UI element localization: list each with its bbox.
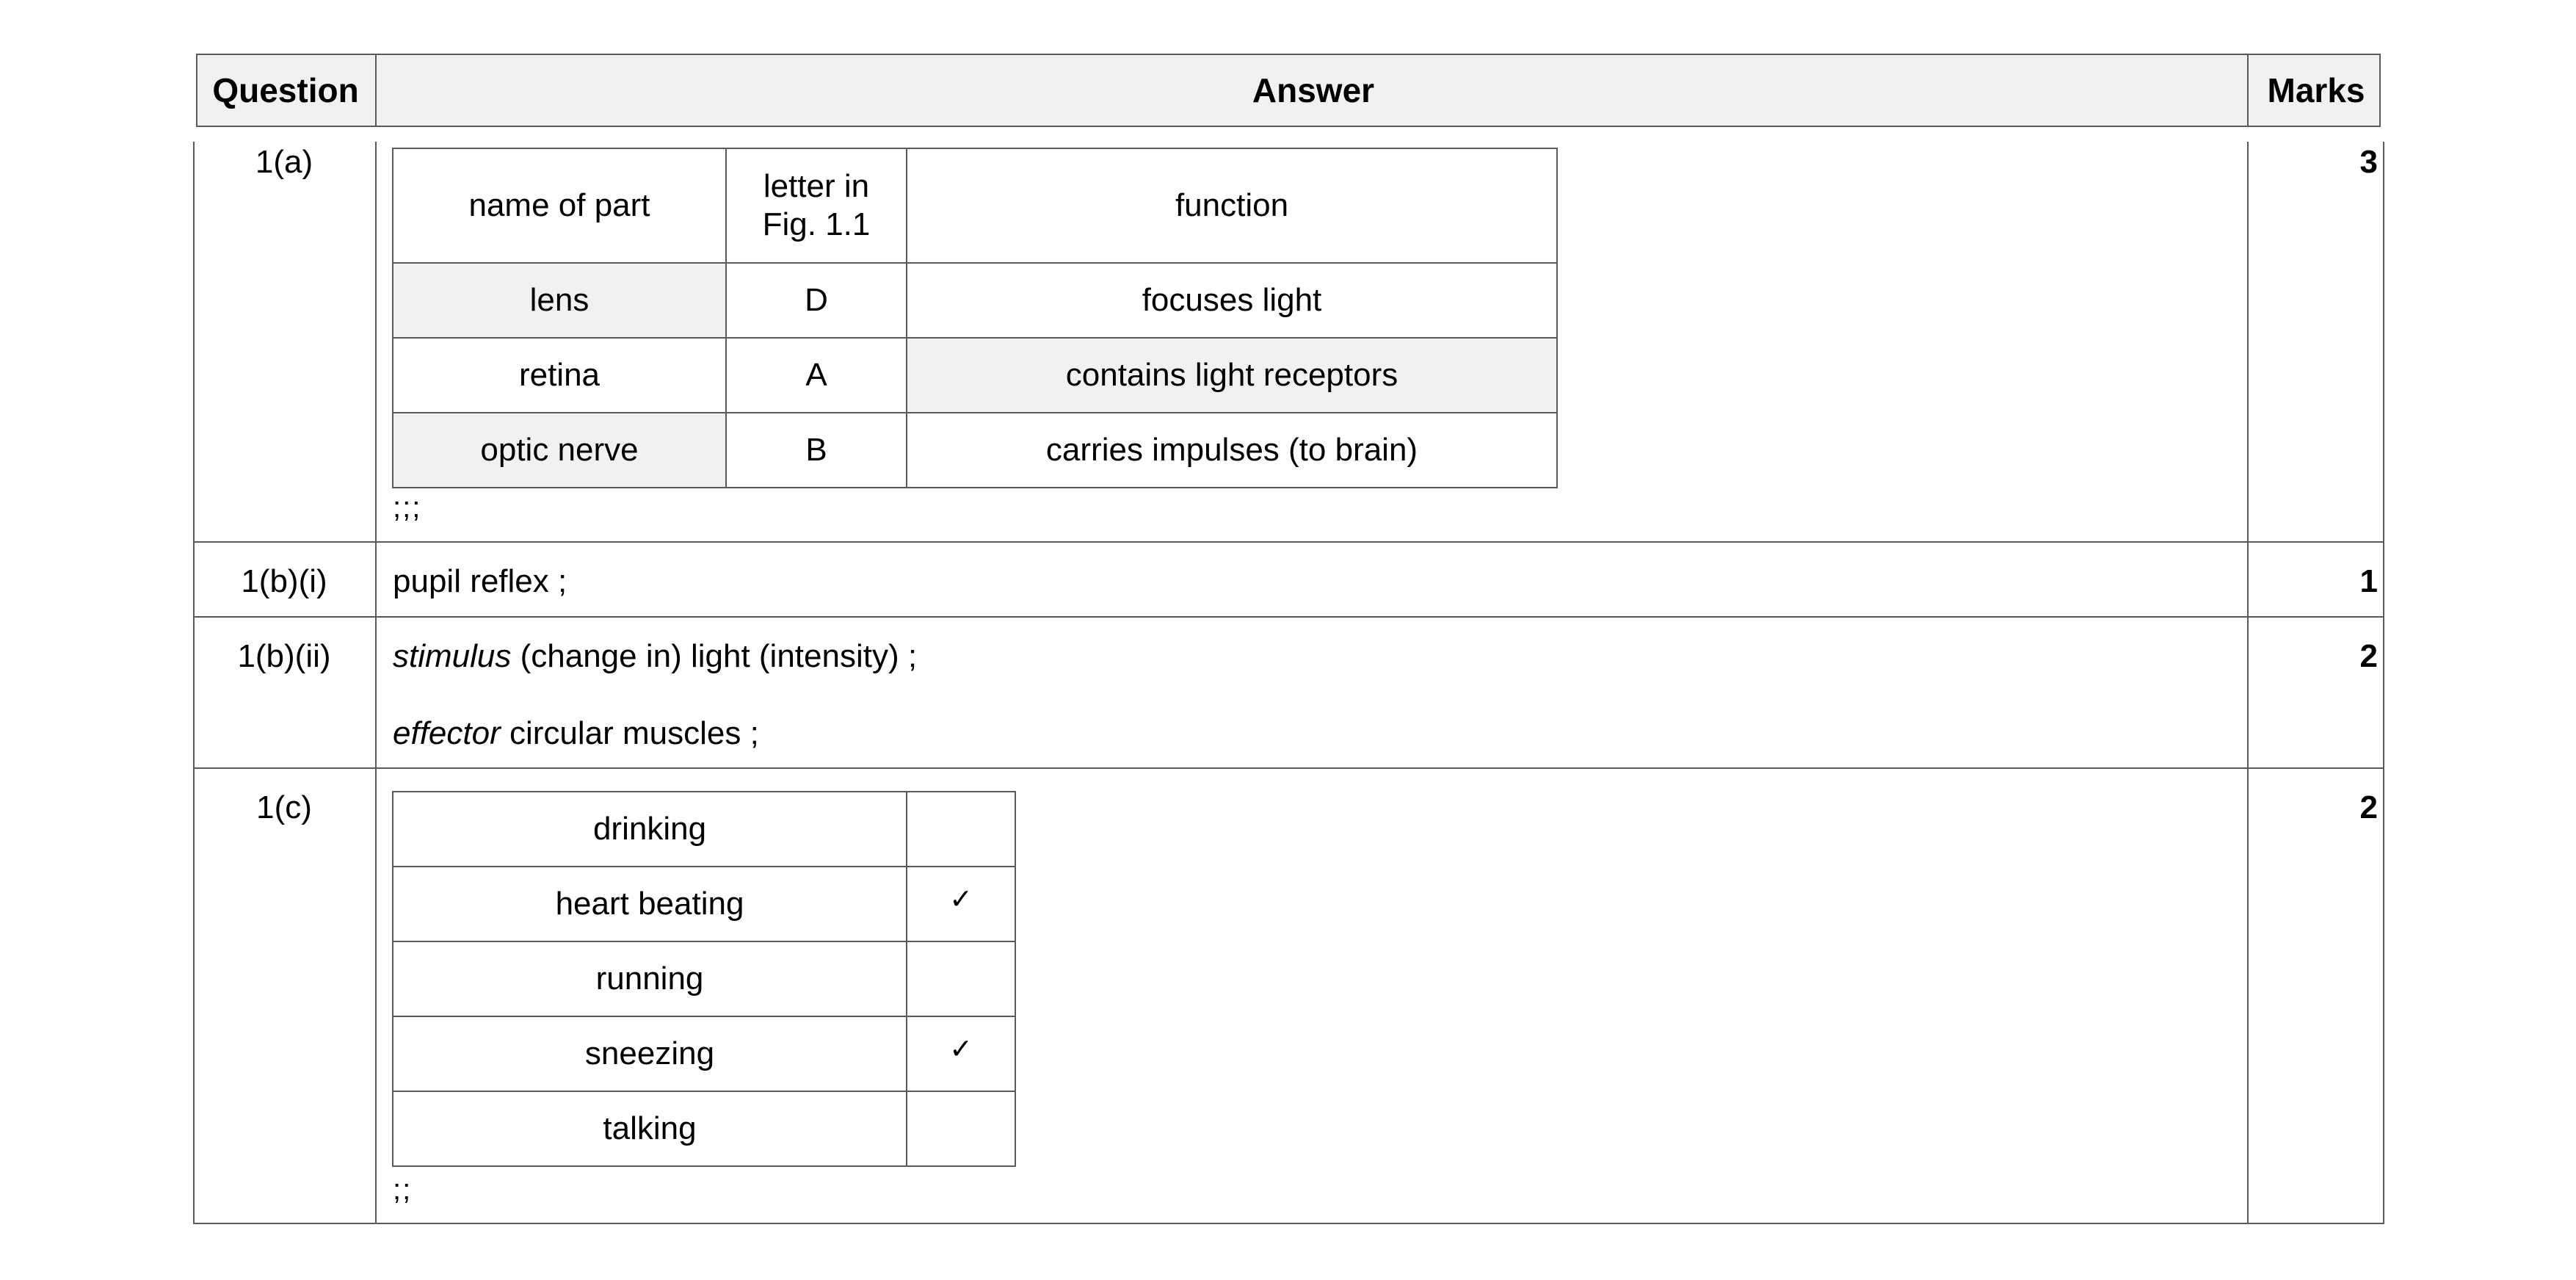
effector-label: effector: [393, 715, 501, 751]
answer-1bii-effector: [393, 715, 759, 752]
table-row: [393, 413, 1557, 488]
tick-mark: ✓: [949, 1033, 973, 1065]
part-letter: A: [726, 338, 907, 413]
row-divider-2: [193, 616, 2384, 618]
answer-1bii-stimulus: [393, 638, 917, 675]
part-function: carries impulses (to brain): [907, 413, 1557, 488]
eye-parts-table: [392, 148, 1558, 488]
body-divider-2: [2247, 142, 2249, 1224]
table-bottom-border: [193, 1223, 2384, 1224]
mark-points-1c: ;;: [393, 1174, 413, 1206]
effector-text: circular muscles ;: [500, 715, 759, 751]
body-divider-1: [375, 142, 377, 1224]
part-function: contains light receptors: [907, 338, 1557, 413]
activity-cell: talking: [393, 1091, 907, 1166]
marks-1bi: 1: [2359, 563, 2378, 599]
mark-points-1a: ;;;: [393, 491, 422, 524]
col-letter-line2: Fig. 1.1: [762, 206, 871, 242]
header-divider-1: [375, 54, 377, 127]
tick-cell: [907, 1016, 1015, 1091]
table-row: [393, 867, 1015, 941]
part-function: focuses light: [907, 263, 1557, 338]
part-name: lens: [393, 263, 726, 338]
table-row: [393, 263, 1557, 338]
tick-cell: [907, 867, 1015, 941]
question-1bi: 1(b)(i): [241, 563, 327, 599]
part-letter: D: [726, 263, 907, 338]
tick-cell: [907, 1091, 1015, 1166]
header-border-left: [196, 54, 197, 127]
col-name-of-part: name of part: [393, 148, 726, 263]
stimulus-text: (change in) light (intensity) ;: [511, 638, 918, 674]
involuntary-actions-table: [392, 791, 1016, 1167]
body-border-left: [193, 142, 195, 1224]
col-letter-line1: letter in: [763, 168, 870, 204]
marks-1bii: 2: [2359, 638, 2378, 674]
tick-cell: [907, 941, 1015, 1016]
stimulus-label: stimulus: [393, 638, 512, 674]
table-row: [393, 792, 1015, 867]
eye-parts-header-row: [393, 148, 1557, 263]
row-divider-1: [193, 541, 2384, 543]
answer-1bi: pupil reflex ;: [393, 563, 567, 599]
activity-cell: running: [393, 941, 907, 1016]
activity-cell: heart beating: [393, 867, 907, 941]
question-1bii: 1(b)(ii): [237, 638, 331, 674]
header-border-right: [2379, 54, 2381, 127]
part-letter: B: [726, 413, 907, 488]
row-divider-3: [193, 767, 2384, 769]
part-name: optic nerve: [393, 413, 726, 488]
activity-cell: sneezing: [393, 1016, 907, 1091]
header-marks: Marks: [2267, 71, 2365, 109]
tick-cell: [907, 792, 1015, 867]
question-1c: 1(c): [256, 789, 312, 825]
table-row: [393, 1091, 1015, 1166]
col-letter: [726, 148, 907, 263]
header-divider-2: [2247, 54, 2249, 127]
tick-mark: ✓: [949, 883, 973, 915]
marks-1a: 3: [2359, 144, 2378, 180]
table-header: [196, 54, 2381, 127]
activity-cell: drinking: [393, 792, 907, 867]
header-question: Question: [212, 71, 359, 109]
marks-1c: 2: [2359, 789, 2378, 825]
part-name: retina: [393, 338, 726, 413]
table-row: [393, 1016, 1015, 1091]
header-answer: Answer: [1252, 71, 1375, 109]
body-border-right: [2383, 142, 2384, 1224]
table-row: [393, 941, 1015, 1016]
table-row: [393, 338, 1557, 413]
question-1a: 1(a): [255, 144, 313, 180]
col-function: function: [907, 148, 1557, 263]
